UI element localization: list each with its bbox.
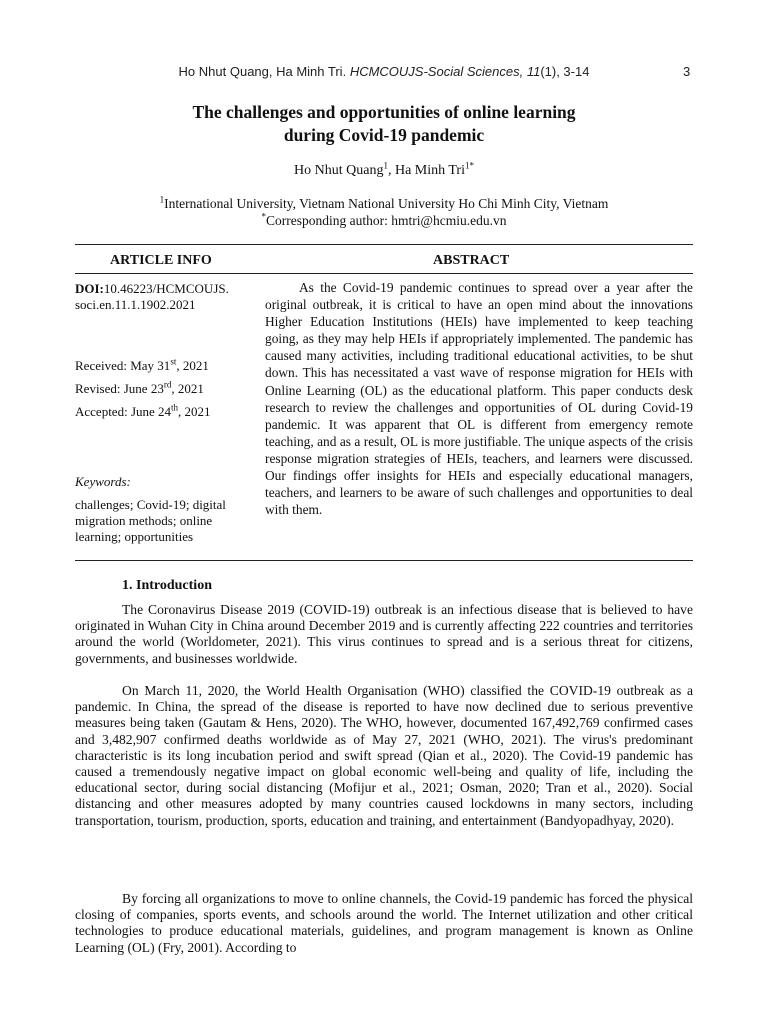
page-number: 3: [683, 64, 691, 79]
author-2-affiliation-mark: 1*: [464, 160, 474, 171]
doi-value-1: 10.46223/HCMCOUJS.: [103, 281, 229, 296]
title-line-2: during Covid-19 pandemic: [283, 125, 485, 145]
keywords: challenges; Covid-19; digital migration methods; online learning; opportunities: [75, 497, 226, 544]
article-info-heading: ARTICLE INFO: [110, 253, 212, 268]
affiliation-mark: 1: [159, 194, 165, 205]
affiliation-text: International University, Vietnam National University Ho Chi Minh City, Vietnam: [164, 196, 609, 211]
top-rule: [75, 244, 693, 245]
intro-paragraph-2: On March 11, 2020, the World Health Organisation (WHO) classified the COVID-19 outbreak as a pandemic. In China, the spread of the disease is reported to have now declined due to serious preventive measures being taken (Gautam & Hens, 2020). The WHO, however, documented 167,492,769 confirmed cases and 3,482,907 confirmed deaths worldwide as of May 27, 2021 (WHO, 2021). The virus's predominant characteristic is its long incubation period and swift spread (Qian et al., 2020). The Covid-19 pandemic has caused a tremendously negative impact on global economic well-being and quality of life, including the educational sector, during social distancing (Mofijur et al., 2021; Osman, 2020; Tran et al., 2020). Social distancing and other measures adopted by many countries caused lockdowns in many sectors, including transportation, tourism, production, sports, education and training, and entertainment (Bandyopadhyay, 2020).: [75, 683, 693, 828]
author-2: Ha Minh Tri: [394, 163, 465, 178]
accepted-date: Accepted: June 24th, 2021: [75, 402, 211, 419]
header-issue-pages: (1), 3-14: [540, 64, 590, 79]
author-list: [0, 160, 768, 179]
running-header-citation: [0, 64, 768, 79]
author-1-affiliation-mark: 1: [383, 160, 388, 171]
intro-paragraph-1: The Coronavirus Disease 2019 (COVID-19) outbreak is an infectious disease that is believed to have originated in Wuhan City in China around December 2019 and is currently affecting 222 countries and territories around the world (Worldometer, 2021). This virus continues to spread and is a serious threat for citizens, governments, and businesses worldwide.: [75, 602, 693, 666]
author-separator: ,: [387, 163, 395, 178]
section-heading-introduction: 1. Introduction: [122, 578, 212, 593]
doi: [75, 281, 265, 313]
doi-label: DOI:: [75, 281, 104, 296]
header-authors: Ho Nhut Quang, Ha Minh Tri.: [178, 64, 347, 79]
abstract-heading: ABSTRACT: [433, 253, 510, 268]
heading-rule: [75, 273, 693, 274]
affiliations: [0, 195, 768, 229]
affiliation-line: [0, 195, 768, 212]
revised-date: Revised: June 23rd, 2021: [75, 379, 204, 396]
corresponding-author-line: [0, 212, 768, 229]
header-volume: 11: [526, 64, 541, 79]
paper-title: [60, 101, 708, 147]
abstract-body: [265, 279, 693, 518]
bottom-rule: [75, 560, 693, 561]
intro-paragraph-3: By forcing all organizations to move to online channels, the Covid-19 pandemic has forced the physical closing of companies, sports events, and schools around the world. The Internet utilization and other critical technologies to produce educational materials, guidelines, and program management is known as Online Learning (OL) (Fry, 2001). According to: [75, 891, 693, 955]
corresponding-author: Corresponding author: hmtri@hcmiu.edu.vn: [266, 213, 507, 228]
corresponding-mark: *: [261, 211, 267, 222]
header-journal: HCMCOUJS-Social Sciences,: [349, 64, 524, 79]
running-header: [0, 64, 768, 82]
title-line-1: The challenges and opportunities of online learning: [192, 102, 576, 122]
doi-value-2: soci.en.11.1.1902.2021: [75, 297, 196, 312]
author-1: Ho Nhut Quang: [294, 163, 384, 178]
abstract-text: As the Covid-19 pandemic continues to spread over a year after the original outbreak, it is critical to have an open mind about the innovations Higher Education Institutions (HEIs) have implemented to keep teaching going, as they may help HEIs if appropriately implemented. The pandemic has caused many activities, including traditional educational activities, to be shut down. This has necessitated a vast wave of response migration for HEIs with Online Learning (OL) as the educational platform. This paper conducts desk research to review the challenges and opportunities of OL during Covid-19 pandemic. It was apparent that OL is different from emergency remote teaching, and as a result, OL is more justifiable. The unique aspects of the crisis response migration strategies of HEIs, teachers, and learners were discussed. Our findings offer insights for HEIs and especially educational managers, teachers, and learners to be aware of such challenges and opportunities to deal with them.: [265, 280, 693, 518]
keywords-label: Keywords:: [75, 474, 131, 489]
received-date: Received: May 31st, 2021: [75, 356, 209, 373]
